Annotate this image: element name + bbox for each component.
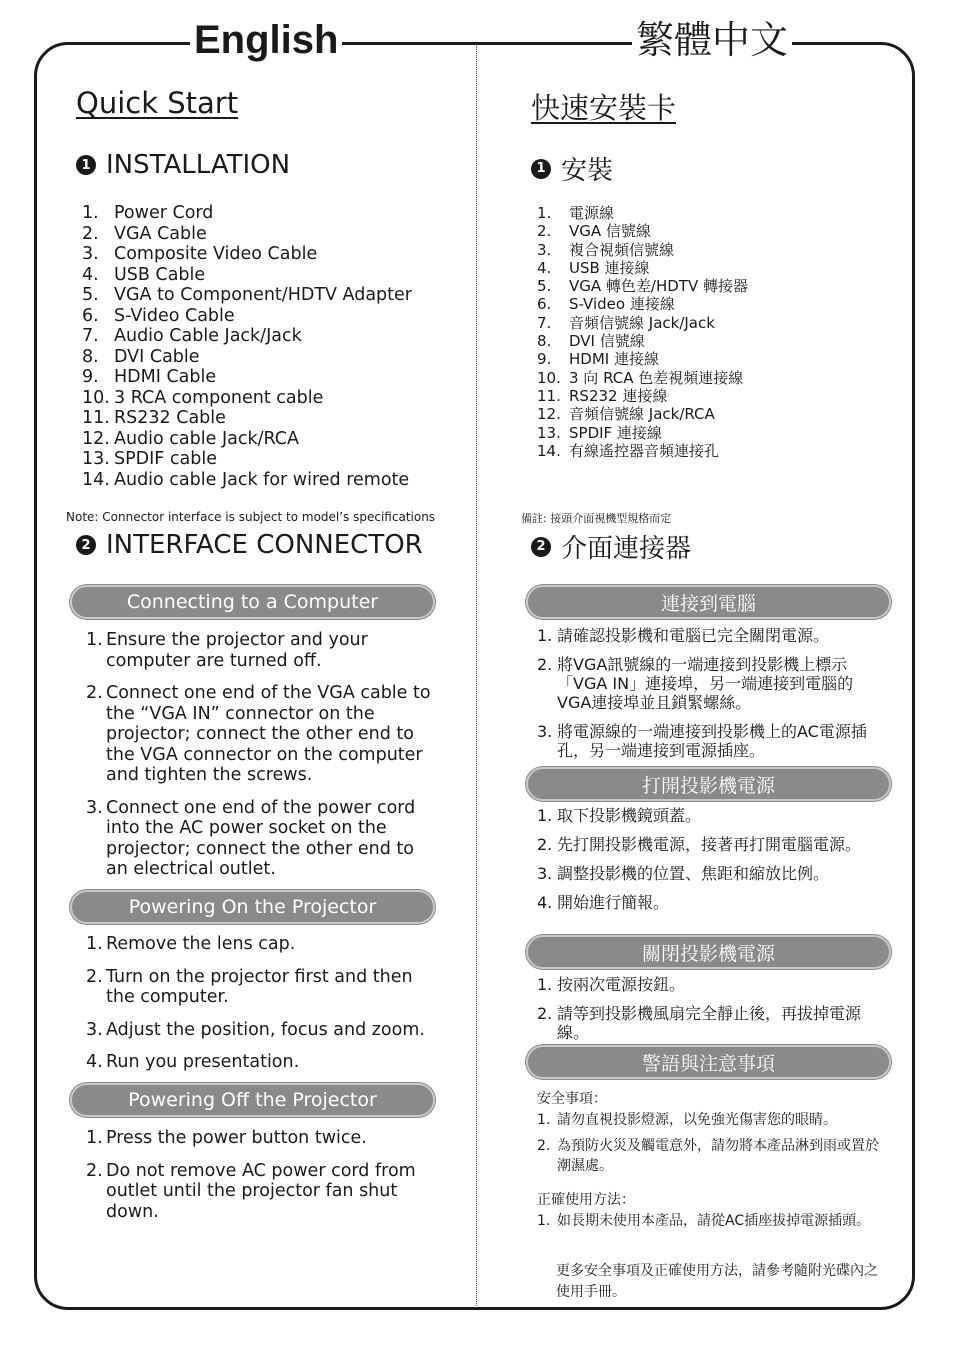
list-item: [537, 295, 748, 313]
item-number: 3.: [537, 722, 553, 741]
item-text: VGA to Component/HDTV Adapter: [114, 285, 412, 305]
list-item: [537, 350, 748, 368]
item-number: 3.: [86, 1019, 103, 1040]
en-interface-heading: [76, 530, 423, 560]
list-item: [537, 369, 748, 387]
item-number: 2.: [86, 966, 103, 987]
en-installation-list: [82, 203, 412, 490]
list-item: [82, 388, 412, 409]
zh-more-info: 更多安全事項及正確使用方法，請參考隨附光碟內之使用手冊。: [556, 1263, 878, 1300]
item-text: Ensure the projector and your computer are turned off.: [106, 630, 368, 671]
list-item: [537, 1211, 882, 1231]
item-number: 2.: [537, 655, 553, 674]
item-number: 3.: [86, 797, 103, 818]
zh-connecting-computer-label: 連接到電腦: [526, 585, 891, 619]
zh-computer-steps: [537, 626, 877, 770]
item-text: SPDIF cable: [114, 449, 218, 469]
en-connecting-computer-label: Connecting to a Computer: [70, 585, 435, 619]
list-item: [86, 934, 436, 955]
list-item: [537, 332, 748, 350]
list-item: [537, 835, 877, 854]
item-text: 取下投影機鏡頭蓋。: [557, 806, 702, 825]
item-number: 2.: [82, 223, 99, 244]
item-text: HDMI Cable: [114, 367, 217, 387]
list-item: [82, 265, 412, 286]
item-text: USB 連接線: [569, 258, 650, 277]
item-number: 11.: [82, 408, 110, 428]
list-item: [537, 314, 748, 332]
zh-safety-list: [537, 1110, 882, 1182]
item-number: 4.: [537, 258, 552, 277]
list-item: [537, 1136, 882, 1176]
list-item: [86, 683, 436, 786]
item-text: 3 向 RCA 色差視頻連接線: [569, 368, 744, 387]
list-item: [86, 630, 436, 671]
item-text: 有線遙控器音頻連接孔: [569, 441, 720, 460]
item-text: 如長期未使用本產品，請從AC插座拔掉電源插頭。: [557, 1213, 871, 1229]
zh-usage-title: 正確使用方法：: [537, 1192, 635, 1208]
list-item: [537, 975, 877, 994]
item-text: USB Cable: [114, 264, 206, 285]
item-number: 11.: [537, 386, 561, 405]
zh-power-off-label: 關閉投影機電源: [526, 935, 891, 969]
column-divider: [476, 44, 477, 1308]
list-item: [537, 1110, 882, 1130]
item-text: S-Video 連接線: [569, 295, 675, 314]
list-item: [86, 1052, 436, 1073]
list-item: [82, 326, 412, 347]
en-power-on-steps: [86, 934, 436, 1085]
item-number: 1.: [537, 1112, 551, 1128]
item-number: 2.: [537, 835, 553, 854]
en-quick-start-title: Quick Start: [76, 86, 239, 120]
item-number: 10.: [537, 368, 561, 387]
item-number: 14.: [537, 441, 561, 460]
en-power-off-steps: [86, 1128, 436, 1234]
list-item: [82, 470, 412, 491]
item-text: 電源線: [569, 204, 615, 222]
en-installation-title: INSTALLATION: [106, 150, 291, 180]
item-text: RS232 Cable: [114, 408, 226, 428]
list-item: [82, 244, 412, 265]
item-number: 2.: [537, 1004, 553, 1023]
item-text: 請等到投影機風扇完全靜止後，再拔掉電源線。: [557, 1004, 862, 1042]
zh-interface-heading: [531, 528, 691, 565]
item-text: 複合視頻信號線: [569, 240, 675, 259]
list-item: [537, 259, 748, 277]
item-number: 4.: [537, 893, 553, 912]
list-item: [537, 405, 748, 423]
list-item: [82, 408, 412, 429]
english-header: English: [190, 18, 342, 62]
zh-warnings-label: 警語與注意事項: [526, 1045, 891, 1079]
zh-power-off-steps: [537, 975, 877, 1052]
item-text: VGA 信號線: [569, 222, 651, 241]
zh-installation-list: [537, 204, 748, 460]
item-text: SPDIF 連接線: [569, 423, 662, 442]
item-number: 7.: [82, 326, 99, 346]
item-text: Run you presentation.: [106, 1052, 300, 1072]
list-item: [537, 222, 748, 240]
list-item: [537, 442, 748, 460]
list-item: [86, 798, 436, 880]
zh-power-on-label: 打開投影機電源: [526, 767, 891, 801]
item-number: 9.: [537, 350, 552, 369]
en-installation-heading: [76, 150, 290, 180]
list-item: [537, 277, 748, 295]
item-number: 12.: [82, 428, 110, 449]
list-item: [537, 806, 877, 825]
item-text: S-Video Cable: [114, 305, 235, 326]
en-power-off-label: Powering Off the Projector: [70, 1083, 435, 1117]
item-number: 3.: [82, 244, 99, 264]
list-item: [537, 241, 748, 259]
item-text: Audio cable Jack/RCA: [114, 428, 299, 449]
item-number: 1.: [537, 626, 553, 645]
item-number: 6.: [82, 305, 99, 326]
item-text: 將電源線的一端連接到投影機上的AC電源插孔，另一端連接到電源插座。: [557, 722, 867, 760]
list-item: [86, 1020, 436, 1041]
item-text: Press the power button twice.: [106, 1128, 367, 1148]
item-text: Remove the lens cap.: [106, 934, 296, 954]
item-text: Adjust the position, focus and zoom.: [106, 1019, 425, 1040]
list-item: [537, 387, 748, 405]
item-number: 4.: [86, 1052, 103, 1072]
item-number: 1.: [537, 975, 553, 994]
zh-installation-heading: [531, 150, 613, 187]
list-item: [537, 722, 877, 760]
item-text: Composite Video Cable: [114, 244, 318, 264]
item-number: 8.: [82, 346, 99, 367]
list-item: [82, 285, 412, 306]
item-number: 13.: [82, 449, 110, 469]
item-text: 請確認投影機和電腦已完全關閉電源。: [557, 626, 830, 645]
item-number: 1.: [86, 1128, 103, 1148]
item-number: 7.: [537, 313, 552, 332]
zh-installation-title: 安裝: [561, 156, 614, 186]
chinese-header: 繁體中文: [632, 18, 792, 62]
item-text: 將VGA訊號線的一端連接到投影機上標示「VGA IN」連接埠，另一端連接到電腦的VGA連接埠並且鎖緊螺絲。: [557, 655, 854, 712]
item-text: 調整投影機的位置、焦距和縮放比例。: [557, 864, 830, 883]
item-text: 音頻信號線 Jack/Jack: [569, 313, 715, 332]
item-number: 3.: [537, 240, 552, 259]
list-item: [82, 449, 412, 470]
zh-section-1-badge: 1: [531, 159, 551, 179]
item-number: 1.: [537, 806, 553, 825]
zh-power-on-steps: [537, 806, 877, 922]
item-text: 音頻信號線 Jack/RCA: [569, 405, 715, 424]
item-text: Audio cable Jack for wired remote: [114, 469, 410, 490]
list-item: [537, 204, 748, 222]
list-item: [537, 1004, 877, 1042]
item-number: 2.: [86, 1160, 103, 1181]
list-item: [537, 655, 877, 712]
item-text: Audio Cable Jack/Jack: [114, 326, 302, 346]
item-number: 1.: [82, 203, 99, 223]
item-text: 3 RCA component cable: [114, 387, 324, 408]
item-number: 2.: [537, 1138, 551, 1154]
item-number: 4.: [82, 264, 99, 285]
zh-section-2-badge: 2: [531, 537, 551, 557]
item-number: 5.: [82, 285, 99, 305]
list-item: [537, 893, 877, 912]
item-text: VGA Cable: [114, 223, 207, 244]
item-text: 先打開投影機電源，接著再打開電腦電源。: [557, 835, 862, 854]
item-text: 開始進行簡報。: [557, 893, 670, 912]
item-text: RS232 連接線: [569, 386, 668, 405]
item-number: 9.: [82, 367, 99, 387]
item-number: 6.: [537, 295, 552, 314]
zh-interface-title: 介面連接器: [561, 534, 692, 564]
item-number: 3.: [537, 864, 553, 883]
en-power-on-label: Powering On the Projector: [70, 890, 435, 924]
item-number: 1.: [537, 1213, 551, 1229]
item-text: DVI 信號線: [569, 332, 645, 351]
list-item: [537, 424, 748, 442]
list-item: [86, 967, 436, 1008]
list-item: [82, 306, 412, 327]
item-number: 10.: [82, 387, 110, 408]
en-computer-steps: [86, 630, 436, 892]
en-interface-title: INTERFACE CONNECTOR: [106, 530, 423, 560]
item-number: 14.: [82, 469, 110, 490]
list-item: [82, 224, 412, 245]
list-item: [86, 1128, 436, 1149]
zh-connector-note: 備註: 接頭介面視機型規格而定: [521, 512, 672, 525]
section-2-badge: 2: [76, 535, 96, 555]
item-number: 8.: [537, 332, 552, 351]
item-number: 2.: [86, 683, 103, 703]
en-connector-note: Note: Connector interface is subject to model’s specifications: [66, 510, 436, 524]
zh-quick-start-title: 快速安裝卡: [531, 91, 677, 125]
zh-usage-list: [537, 1211, 882, 1237]
item-text: DVI Cable: [114, 346, 200, 367]
item-text: 按兩次電源按鈕。: [557, 975, 686, 994]
item-text: HDMI 連接線: [569, 350, 659, 369]
list-item: [82, 429, 412, 450]
list-item: [537, 626, 877, 645]
item-text: Connect one end of the power cord into the AC power socket on the projector; connect the other end to an electrical outlet.: [106, 797, 416, 879]
item-text: Turn on the projector first and then the computer.: [106, 966, 413, 1007]
item-number: 12.: [537, 405, 561, 424]
zh-safety-title: 安全事項：: [537, 1091, 607, 1107]
section-1-badge: 1: [76, 155, 96, 175]
list-item: [82, 367, 412, 388]
item-number: 1.: [537, 204, 552, 222]
item-text: 請勿直視投影燈源，以免強光傷害您的眼睛。: [557, 1112, 837, 1128]
item-number: 1.: [86, 630, 103, 650]
item-text: VGA 轉色差/HDTV 轉接器: [569, 277, 748, 296]
item-number: 13.: [537, 423, 561, 442]
item-number: 5.: [537, 277, 552, 296]
list-item: [537, 864, 877, 883]
item-text: Connect one end of the VGA cable to the “VGA IN” connector on the projector; connect the other end to the VGA connector on the computer and tighten the screws.: [106, 683, 431, 785]
item-number: 2.: [537, 222, 552, 241]
item-text: Do not remove AC power cord from outlet until the projector fan shut down.: [106, 1160, 416, 1222]
item-text: Power Cord: [114, 203, 214, 223]
item-text: 為預防火災及觸電意外，請勿將本產品淋到雨或置於潮濕處。: [557, 1138, 879, 1174]
list-item: [86, 1161, 436, 1223]
item-number: 1.: [86, 934, 103, 954]
list-item: [82, 347, 412, 368]
list-item: [82, 203, 412, 224]
